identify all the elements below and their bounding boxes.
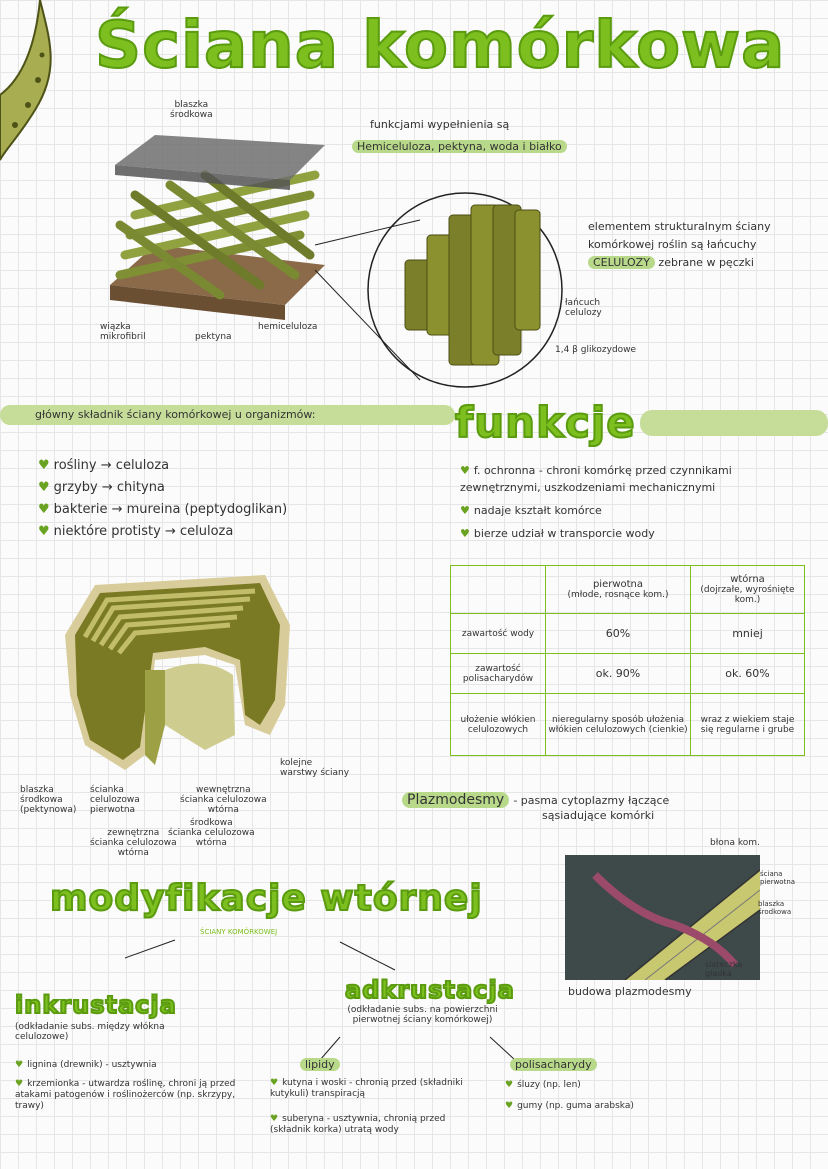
adkrustacja-title: adkrustacja	[345, 976, 515, 1004]
cell-wall-fiber-diagram	[110, 135, 335, 330]
wall-label-zew: zewnętrzna ścianka celulozowa wtórna	[90, 828, 177, 858]
components-list	[38, 455, 287, 543]
table-corner	[451, 566, 546, 614]
inkrustacja-item: ♥ lignina (drewnik) - usztywnia	[15, 1060, 157, 1070]
polisacharydy-item: ♥ śluzy (np. len)	[505, 1080, 581, 1090]
primary-secondary-table	[450, 565, 805, 756]
inkrustacja-desc: (odkładanie subs. między włókna celulozowe)	[15, 1022, 165, 1042]
cellulose-bundle-zoom	[365, 190, 565, 390]
structural-line-c: CELULOZY zebrane w pęczki	[588, 254, 818, 272]
wall-label-blaszka: blaszka środkowa (pektynowa)	[20, 785, 77, 815]
components-heading: główny składnik ściany komórkowej u organizmów:	[35, 408, 316, 421]
plasmo-label-pierwotna: ściana pierwotna	[760, 870, 796, 886]
adkrustacja-desc: (odkładanie subs. na powierzchni pierwotnej ściany komórkowej)	[347, 1005, 498, 1025]
celuloza-highlight: CELULOZY	[588, 256, 655, 269]
inkrustacja-item: ♥ krzemionka - utwardza roślinę, chroni ją przed atakami patogenów i roślinożerców (np. skrzypy, trawy)	[15, 1079, 236, 1111]
plasmo-label-blona: błona kom.	[710, 838, 760, 848]
inkrustacja-list	[15, 1060, 255, 1112]
layered-wall-diagram	[65, 575, 295, 775]
label-lancuch-celulozy: łańcuch celulozy	[565, 298, 602, 318]
filler-items	[352, 140, 567, 153]
plasmodesmata-definition: Plazmodesmy - pasma cytoplazmy łączące sąsiadujące komórki	[402, 792, 802, 822]
structural-text	[588, 218, 818, 272]
plasmo-label-blaszka: blaszka środkowa	[758, 900, 792, 916]
leaf-decoration	[0, 0, 70, 180]
inkrustacja-title: inkrustacja	[15, 991, 177, 1019]
filler-intro: funkcjami wypełnienia są	[370, 118, 510, 131]
table-header-primary: pierwotna (młode, rosnące kom.)	[546, 566, 691, 614]
function-item: ♥ bierze udział w transporcie wody	[460, 527, 655, 540]
polisacharydy-title: polisacharydy	[510, 1058, 597, 1071]
lipidy-list	[270, 1078, 480, 1136]
function-item: ♥ f. ochronna - chroni komórkę przed czynnikami zewnętrznymi, uszkodzeniami mechanicznymi	[460, 464, 732, 494]
component-item: ♥ bakterie → mureina (peptydoglikan)	[38, 502, 288, 517]
polisacharydy-item: ♥ gumy (np. guma arabska)	[505, 1101, 634, 1111]
functions-list	[460, 462, 800, 542]
modifications-heading: modyfikacje wtórnej	[50, 878, 483, 919]
structural-line-b: komórkowej roślin są łańcuchy	[588, 238, 757, 251]
plasmodesma-caption: budowa plazmodesmy	[568, 985, 692, 998]
table-header-secondary: wtórna (dojrzałe, wyrośnięte kom.)	[691, 566, 805, 614]
label-glikozydowe: 1,4 β glikozydowe	[555, 345, 637, 355]
lipidy-item: ♥ suberyna - usztywnia, chronią przed (składnik korka) utratą wody	[270, 1114, 446, 1135]
wall-label-wew: wewnętrzna ścianka celulozowa wtórna	[180, 785, 267, 815]
label-hemiceluloza: hemiceluloza	[258, 322, 318, 332]
polisacharydy-list	[505, 1080, 705, 1112]
structural-line-a: elementem strukturalnym ściany	[588, 220, 771, 233]
plasmodesmata-term: Plazmodesmy	[402, 792, 509, 808]
plasmo-label-siateczka: siateczka gładka	[705, 960, 743, 978]
function-item: ♥ nadaje kształt komórce	[460, 504, 602, 517]
label-wiazka: wiązka mikrofibril	[100, 322, 146, 342]
wall-label-kolejne: kolejne warstwy ściany	[280, 758, 350, 778]
component-item: ♥ niektóre protisty → celuloza	[38, 524, 234, 539]
wall-label-pierwotna: ścianka celulozowa pierwotna	[90, 785, 140, 815]
lipidy-item: ♥ kutyna i woski - chronią przed (składniki kutykuli) transpiracją	[270, 1078, 463, 1099]
table-row: zawartość wody 60% mniej	[451, 614, 805, 654]
component-item: ♥ grzyby → chityna	[38, 480, 165, 495]
lipidy-title: lipidy	[300, 1058, 340, 1071]
label-blaszka-srodkowa: blaszka środkowa	[170, 100, 213, 120]
functions-heading: funkcje	[455, 398, 636, 447]
table-row: ułożenie włókien celulozowych nieregularny sposób ułożenia włókien celulozowych (cienkie) wraz z wiekiem staje się regularne i grube	[451, 694, 805, 756]
filler-items-highlight: Hemiceluloza, pektyna, woda i białko	[352, 140, 567, 153]
modifications-sub: ŚCIANY KOMÓRKOWEJ	[200, 928, 278, 936]
wall-label-srodkowa: środkowa ścianka celulozowa wtórna	[168, 818, 255, 848]
modification-arrows	[120, 930, 410, 980]
page-title: Ściana komórkowa	[95, 9, 786, 83]
label-pektyna: pektyna	[195, 332, 232, 342]
component-item: ♥ rośliny → celuloza	[38, 458, 170, 473]
functions-bar	[640, 410, 828, 436]
table-row: zawartość polisacharydów ok. 90% ok. 60%	[451, 654, 805, 694]
